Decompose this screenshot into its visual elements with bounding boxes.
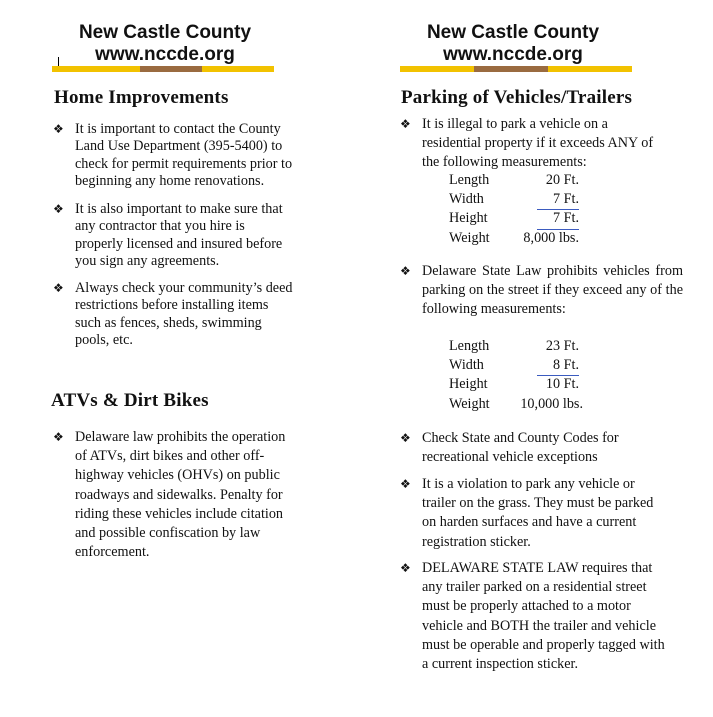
diamond-bullet-icon: ❖: [400, 117, 411, 131]
county-url[interactable]: www.nccde.org: [443, 44, 583, 65]
diamond-bullet-icon: ❖: [400, 431, 411, 445]
diamond-bullet-icon: ❖: [53, 122, 64, 136]
table-row: Weight 10,000 lbs.: [449, 395, 583, 412]
atvs-heading: ATVs & Dirt Bikes: [51, 390, 209, 411]
table-row: Length 20 Ft.: [449, 172, 579, 188]
parking-heading: Parking of Vehicles/Trailers: [401, 87, 633, 108]
county-name: New Castle County: [426, 22, 600, 43]
list-item: ❖ Always check your community’s deed restrictions before installing items such as fences, sheds, swimming pools, etc.: [53, 280, 293, 349]
county-name: New Castle County: [78, 22, 252, 43]
home-improvements-heading: Home Improvements: [54, 87, 229, 108]
list-item: ❖ Check State and County Codes for recreational vehicle exceptions: [400, 430, 619, 466]
list-item: ❖ It is also important to make sure that any contractor that you hire is properly licensed and insured before you sign any agreements.: [53, 201, 283, 270]
header-divider-bar: [400, 66, 632, 72]
list-item: ❖ DELAWARE STATE LAW requires that any trailer parked on a residential street must be properly attached to a motor vehicle and BOTH the trailer and vehicle must be operable and properly tagged with a current inspection sticker.: [400, 560, 665, 673]
list-item: ❖ It is a violation to park any vehicle or trailer on the grass. They must be parked on harden surfaces and have a current registration sticker.: [400, 476, 654, 550]
table-row: Width 7 Ft.: [449, 190, 579, 209]
left-header: [52, 22, 278, 66]
county-url[interactable]: www.nccde.org: [95, 44, 235, 65]
list-item: ❖ Delaware law prohibits the operation of ATVs, dirt bikes and other off-highway vehicles (OHVs) on public roadways and sidewalks. Penalty for riding these vehicles include citation and possible confiscation by law enforcement.: [53, 429, 286, 561]
table-row: Height 7 Ft.: [449, 209, 579, 228]
diamond-bullet-icon: ❖: [400, 264, 411, 278]
diamond-bullet-icon: ❖: [53, 202, 64, 216]
table-row: Weight 8,000 lbs.: [449, 229, 579, 246]
table-row: Length 23 Ft.: [449, 338, 579, 354]
residential-limits-table: [449, 171, 579, 248]
list-item: ❖ It is illegal to park a vehicle on a residential property if it exceeds ANY of the following measurements:: [400, 116, 654, 171]
diamond-bullet-icon: ❖: [400, 561, 411, 575]
table-row: Height 10 Ft.: [449, 376, 579, 393]
header-divider-bar: [52, 66, 274, 72]
table-row: Width 8 Ft.: [449, 356, 583, 375]
diamond-bullet-icon: ❖: [53, 281, 64, 295]
street-limits-table: [449, 337, 583, 414]
list-item: ❖ Delaware State Law prohibits vehicles from parking on the street if they exceed any of the following measurements:: [400, 263, 683, 318]
diamond-bullet-icon: ❖: [400, 477, 411, 491]
right-header: [400, 22, 626, 66]
diamond-bullet-icon: ❖: [53, 430, 64, 444]
list-item: ❖ It is important to contact the County Land Use Department (395-5400) to check for permit requirements prior to beginning any home renovations.: [53, 121, 293, 190]
